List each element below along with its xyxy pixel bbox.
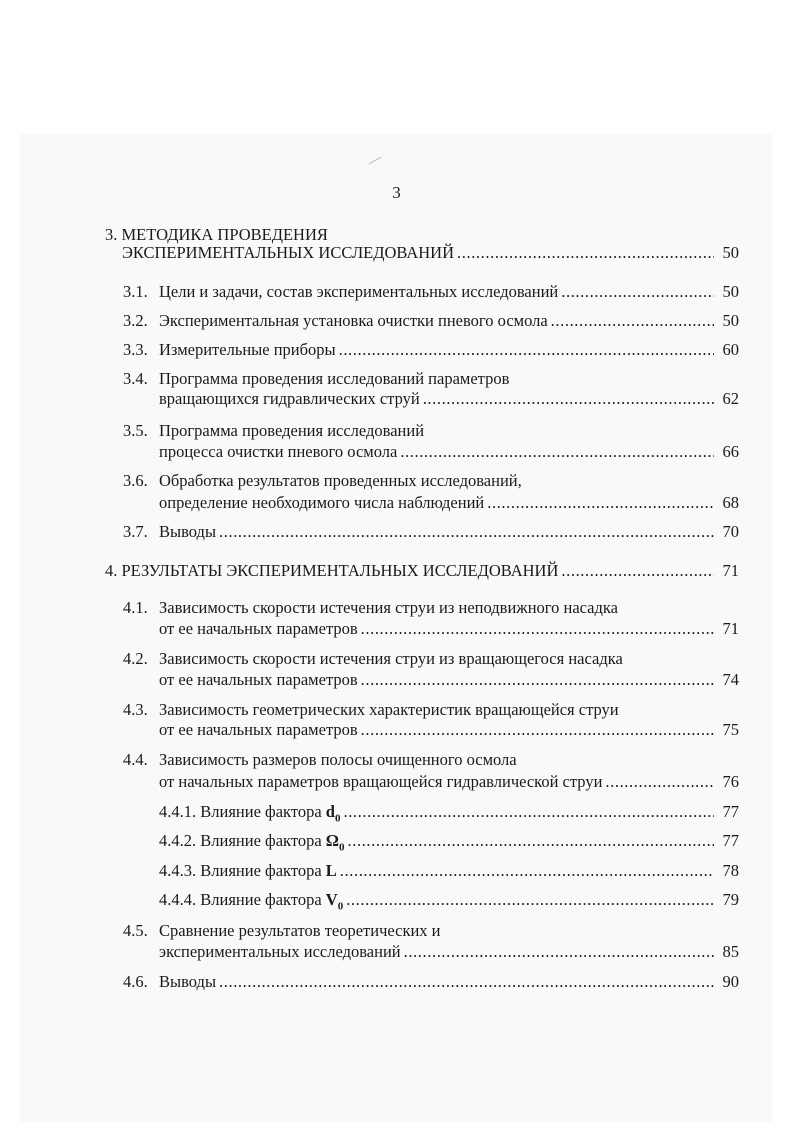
page-ref: 75 [722, 720, 739, 739]
toc-entry-4-1[interactable] [159, 618, 739, 640]
entry-title: Сравнение результатов теоретических и [159, 921, 441, 940]
page-ref: 68 [722, 493, 739, 512]
entry-title: Программа проведения исследований [159, 421, 425, 440]
leader-dots [400, 441, 714, 463]
entry-number: 4.3. [123, 700, 148, 719]
entry-title-cont: от ее начальных параметров [159, 670, 358, 689]
entry-title: 4.4.3. Влияние фактора [159, 861, 322, 880]
entry-title: Зависимость скорости истечения струи из вращающегося насадка [159, 649, 623, 668]
toc-entry-4-3[interactable] [159, 719, 739, 741]
entry-number: 3.2. [123, 311, 148, 330]
leader-dots [343, 801, 714, 823]
entry-number: 3.3. [123, 340, 148, 359]
leader-dots [561, 560, 714, 582]
toc-entry-3-1[interactable] [123, 281, 739, 303]
page-ref: 77 [722, 802, 739, 821]
entry-number: 3.7. [123, 522, 148, 541]
page-ref: 70 [722, 522, 739, 541]
toc-entry-4-4-1[interactable] [159, 801, 739, 823]
toc-entry-3-5[interactable] [159, 441, 739, 463]
factor-symbol: L [325, 861, 337, 880]
section-3-heading-line1: 3. МЕТОДИКА ПРОВЕДЕНИЯ [105, 225, 328, 244]
page-ref: 90 [722, 972, 739, 991]
toc-entry-3-6[interactable] [159, 492, 739, 514]
toc-entry-3-3[interactable] [123, 339, 739, 361]
leader-dots [457, 242, 714, 264]
entry-title-cont: от ее начальных параметров [159, 720, 358, 739]
entry-number: 3.4. [123, 369, 148, 388]
factor-symbol: $d_0$ [325, 802, 341, 825]
leader-dots [340, 860, 714, 882]
section-4-heading[interactable] [105, 560, 739, 582]
leader-dots [561, 281, 714, 303]
toc-entry-4-5[interactable] [159, 941, 739, 963]
entry-title: Программа проведения исследований параметров [159, 369, 510, 388]
entry-title-cont: от ее начальных параметров [159, 619, 358, 638]
page-ref: 78 [722, 861, 739, 880]
factor-symbol: $\Omega_0$ [325, 831, 345, 854]
page-number: 3 [392, 183, 401, 202]
toc-entry-3-5-line1 [123, 420, 739, 442]
toc-entry-4-4-3[interactable] [159, 860, 739, 882]
entry-title: Экспериментальная установка очистки пневого осмола [159, 311, 548, 330]
page-ref: 71 [722, 561, 739, 580]
page-ref: 66 [722, 442, 739, 461]
entry-title-cont: определение необходимого числа наблюдений [159, 493, 485, 512]
page-ref: 62 [722, 389, 739, 408]
page-ref: 76 [722, 772, 739, 791]
leader-dots [361, 719, 714, 741]
section-3-heading-line2: ЭКСПЕРИМЕНТАЛЬНЫХ ИССЛЕДОВАНИЙ [122, 243, 455, 262]
leader-dots [404, 941, 714, 963]
entry-title: 4.4.2. Влияние фактора [159, 831, 322, 850]
page-ref: 85 [722, 942, 739, 961]
toc-entry-4-3-line1 [123, 699, 739, 721]
leader-dots [487, 492, 714, 514]
toc-entry-4-2[interactable] [159, 669, 739, 691]
toc-entry-4-5-line1 [123, 920, 739, 942]
toc-entry-3-7[interactable] [123, 521, 739, 543]
page-ref: 77 [722, 831, 739, 850]
entry-number: 4.6. [123, 972, 148, 991]
entry-number: 4.4. [123, 750, 148, 769]
toc-entry-4-4-2[interactable] [159, 830, 739, 852]
page-ref: 71 [722, 619, 739, 638]
toc-entry-4-1-line1 [123, 597, 739, 619]
entry-title: Измерительные приборы [159, 340, 336, 359]
entry-title: Выводы [159, 522, 217, 541]
leader-dots [348, 830, 715, 852]
entry-number: 3.5. [123, 421, 148, 440]
toc-entry-3-4-line1 [123, 368, 739, 390]
entry-number: 4.1. [123, 598, 148, 617]
toc-entry-3-2[interactable] [123, 310, 739, 332]
page-ref: 74 [722, 670, 739, 689]
entry-title-cont: процесса очистки пневого осмола [159, 442, 398, 461]
page-ref: 60 [722, 340, 739, 359]
leader-dots [219, 521, 714, 543]
page-ref: 79 [722, 890, 739, 909]
toc-entry-4-6[interactable] [123, 971, 739, 993]
section-3-heading[interactable] [122, 242, 739, 264]
page-ref: 50 [722, 282, 739, 301]
entry-title: Выводы [159, 972, 217, 991]
entry-title: 4.4.1. Влияние фактора [159, 802, 322, 821]
entry-title: Зависимость геометрических характеристик вращающейся струи [159, 700, 619, 719]
toc-entry-3-6-line1 [123, 470, 739, 492]
leader-dots [339, 339, 714, 361]
entry-title: Зависимость скорости истечения струи из неподвижного насадка [159, 598, 618, 617]
leader-dots [551, 310, 714, 332]
page-ref: 50 [722, 311, 739, 330]
entry-number: 3.1. [123, 282, 148, 301]
leader-dots [219, 971, 714, 993]
toc-entry-4-4-4[interactable] [159, 889, 739, 911]
leader-dots [605, 771, 714, 793]
toc-entry-4-4[interactable] [159, 771, 739, 793]
leader-dots [346, 889, 714, 911]
entry-number: 4.5. [123, 921, 148, 940]
entry-number: 4.2. [123, 649, 148, 668]
entry-title: Цели и задачи, состав экспериментальных исследований [159, 282, 559, 301]
toc-entry-4-4-line1 [123, 749, 739, 771]
leader-dots [423, 388, 714, 410]
entry-title: Обработка результатов проведенных исследований, [159, 471, 522, 490]
entry-number: 3.6. [123, 471, 148, 490]
toc-entry-4-2-line1 [123, 648, 739, 670]
leader-dots [361, 669, 714, 691]
entry-title-cont: вращающихся гидравлических струй [159, 389, 420, 408]
leader-dots [361, 618, 714, 640]
section-4-title: 4. РЕЗУЛЬТАТЫ ЭКСПЕРИМЕНТАЛЬНЫХ ИССЛЕДОВАНИЙ [105, 561, 559, 580]
page-ref: 50 [722, 243, 739, 262]
toc-entry-3-4[interactable] [159, 388, 739, 410]
entry-title: 4.4.4. Влияние фактора [159, 890, 322, 909]
entry-title-cont: от начальных параметров вращающейся гидравлической струи [159, 772, 603, 791]
factor-symbol: $V_0$ [325, 890, 344, 913]
entry-title-cont: экспериментальных исследований [159, 942, 401, 961]
entry-title: Зависимость размеров полосы очищенного осмола [159, 750, 517, 769]
